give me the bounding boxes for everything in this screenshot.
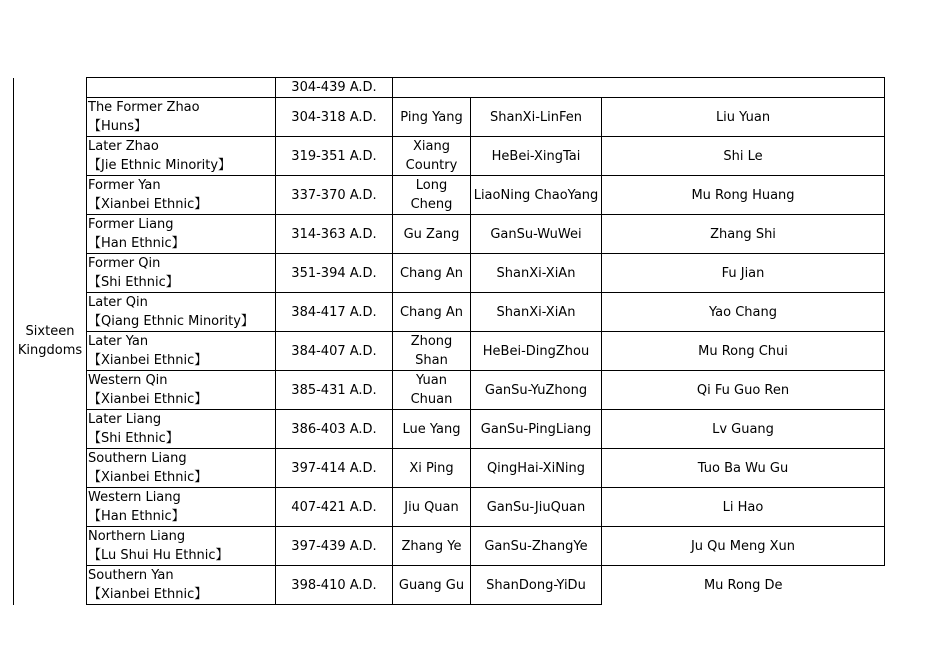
table-body (14, 78, 885, 605)
state-name: Later Zhao (88, 139, 159, 154)
location-cell: ShanDong-YiDu (471, 566, 602, 605)
founder-cell: Ju Qu Meng Xun (602, 527, 885, 566)
summary-state-cell (87, 78, 276, 98)
capital-cell: Yuan Chuan (393, 371, 471, 410)
location-cell: QingHai-XiNing (471, 449, 602, 488)
period-cell: 397-439 A.D. (276, 527, 393, 566)
summary-blank-cell (393, 78, 885, 98)
period-cell: 397-414 A.D. (276, 449, 393, 488)
state-name: Western Qin (88, 373, 168, 388)
table-row (14, 254, 885, 293)
state-cell (87, 371, 276, 410)
table-row (14, 371, 885, 410)
table-row (14, 215, 885, 254)
capital-cell: Xiang Country (393, 137, 471, 176)
founder-cell: Mu Rong De (602, 566, 885, 605)
table-row (14, 98, 885, 137)
period-cell: 319-351 A.D. (276, 137, 393, 176)
capital-cell: Zhong Shan (393, 332, 471, 371)
table-row (14, 332, 885, 371)
state-ethnicity: 【Lu Shui Hu Ethnic】 (88, 548, 229, 563)
summary-period-cell: 304-439 A.D. (276, 78, 393, 98)
state-name: Later Qin (88, 295, 148, 310)
capital-cell: Gu Zang (393, 215, 471, 254)
location-cell: ShanXi-XiAn (471, 254, 602, 293)
state-name: Southern Yan (88, 568, 174, 583)
capital-cell: Xi Ping (393, 449, 471, 488)
location-cell: ShanXi-LinFen (471, 98, 602, 137)
group-cell (14, 78, 87, 605)
state-cell (87, 176, 276, 215)
table-row (14, 449, 885, 488)
capital-cell: Long Cheng (393, 176, 471, 215)
state-name: Former Qin (88, 256, 161, 271)
state-cell (87, 332, 276, 371)
founder-cell: Mu Rong Chui (602, 332, 885, 371)
founder-cell: Mu Rong Huang (602, 176, 885, 215)
state-cell (87, 98, 276, 137)
capital-cell: Chang An (393, 254, 471, 293)
founder-cell: Yao Chang (602, 293, 885, 332)
state-name: Western Liang (88, 490, 181, 505)
state-ethnicity: 【Han Ethnic】 (88, 236, 185, 251)
table-row (14, 566, 885, 605)
capital-cell: Guang Gu (393, 566, 471, 605)
location-cell: ShanXi-XiAn (471, 293, 602, 332)
table-row (14, 488, 885, 527)
state-ethnicity: 【Shi Ethnic】 (88, 431, 179, 446)
period-cell: 384-407 A.D. (276, 332, 393, 371)
table-row (14, 176, 885, 215)
period-cell: 385-431 A.D. (276, 371, 393, 410)
capital-cell: Lue Yang (393, 410, 471, 449)
state-cell (87, 449, 276, 488)
state-ethnicity: 【Huns】 (88, 119, 148, 134)
founder-cell: Lv Guang (602, 410, 885, 449)
founder-cell: Qi Fu Guo Ren (602, 371, 885, 410)
state-ethnicity: 【Shi Ethnic】 (88, 275, 179, 290)
period-cell: 398-410 A.D. (276, 566, 393, 605)
founder-cell: Li Hao (602, 488, 885, 527)
location-cell: HeBei-DingZhou (471, 332, 602, 371)
state-ethnicity: 【Xianbei Ethnic】 (88, 470, 208, 485)
state-ethnicity: 【Xianbei Ethnic】 (88, 197, 208, 212)
group-label-line1: Sixteen (25, 324, 75, 339)
founder-cell: Shi Le (602, 137, 885, 176)
capital-cell: Jiu Quan (393, 488, 471, 527)
table-row (14, 137, 885, 176)
state-name: The Former Zhao (88, 100, 200, 115)
state-cell (87, 410, 276, 449)
state-ethnicity: 【Jie Ethnic Minority】 (88, 158, 232, 173)
state-ethnicity: 【Xianbei Ethnic】 (88, 392, 208, 407)
state-ethnicity: 【Qiang Ethnic Minority】 (88, 314, 254, 329)
period-cell: 337-370 A.D. (276, 176, 393, 215)
state-cell (87, 566, 276, 605)
state-cell (87, 137, 276, 176)
state-name: Southern Liang (88, 451, 187, 466)
dynasty-table (13, 77, 885, 605)
founder-cell: Fu Jian (602, 254, 885, 293)
founder-cell: Liu Yuan (602, 98, 885, 137)
location-cell: GanSu-ZhangYe (471, 527, 602, 566)
group-label-line2: Kingdoms (17, 343, 83, 358)
state-name: Former Yan (88, 178, 161, 193)
state-ethnicity: 【Han Ethnic】 (88, 509, 185, 524)
location-cell: LiaoNing ChaoYang (471, 176, 602, 215)
period-cell: 386-403 A.D. (276, 410, 393, 449)
period-cell: 384-417 A.D. (276, 293, 393, 332)
capital-cell: Chang An (393, 293, 471, 332)
capital-cell: Ping Yang (393, 98, 471, 137)
state-name: Later Liang (88, 412, 162, 427)
state-cell (87, 293, 276, 332)
state-cell (87, 527, 276, 566)
state-name: Later Yan (88, 334, 149, 349)
table-row-period-summary (14, 78, 885, 98)
capital-cell: Zhang Ye (393, 527, 471, 566)
period-cell: 314-363 A.D. (276, 215, 393, 254)
period-cell: 351-394 A.D. (276, 254, 393, 293)
state-cell (87, 254, 276, 293)
state-ethnicity: 【Xianbei Ethnic】 (88, 353, 208, 368)
state-cell (87, 488, 276, 527)
state-name: Northern Liang (88, 529, 186, 544)
state-name: Former Liang (88, 217, 174, 232)
location-cell: GanSu-WuWei (471, 215, 602, 254)
period-cell: 407-421 A.D. (276, 488, 393, 527)
table-row (14, 527, 885, 566)
table-row (14, 293, 885, 332)
state-cell (87, 215, 276, 254)
state-ethnicity: 【Xianbei Ethnic】 (88, 587, 208, 602)
location-cell: GanSu-YuZhong (471, 371, 602, 410)
location-cell: GanSu-JiuQuan (471, 488, 602, 527)
period-cell: 304-318 A.D. (276, 98, 393, 137)
founder-cell: Tuo Ba Wu Gu (602, 449, 885, 488)
founder-cell: Zhang Shi (602, 215, 885, 254)
table-row (14, 410, 885, 449)
location-cell: GanSu-PingLiang (471, 410, 602, 449)
location-cell: HeBei-XingTai (471, 137, 602, 176)
